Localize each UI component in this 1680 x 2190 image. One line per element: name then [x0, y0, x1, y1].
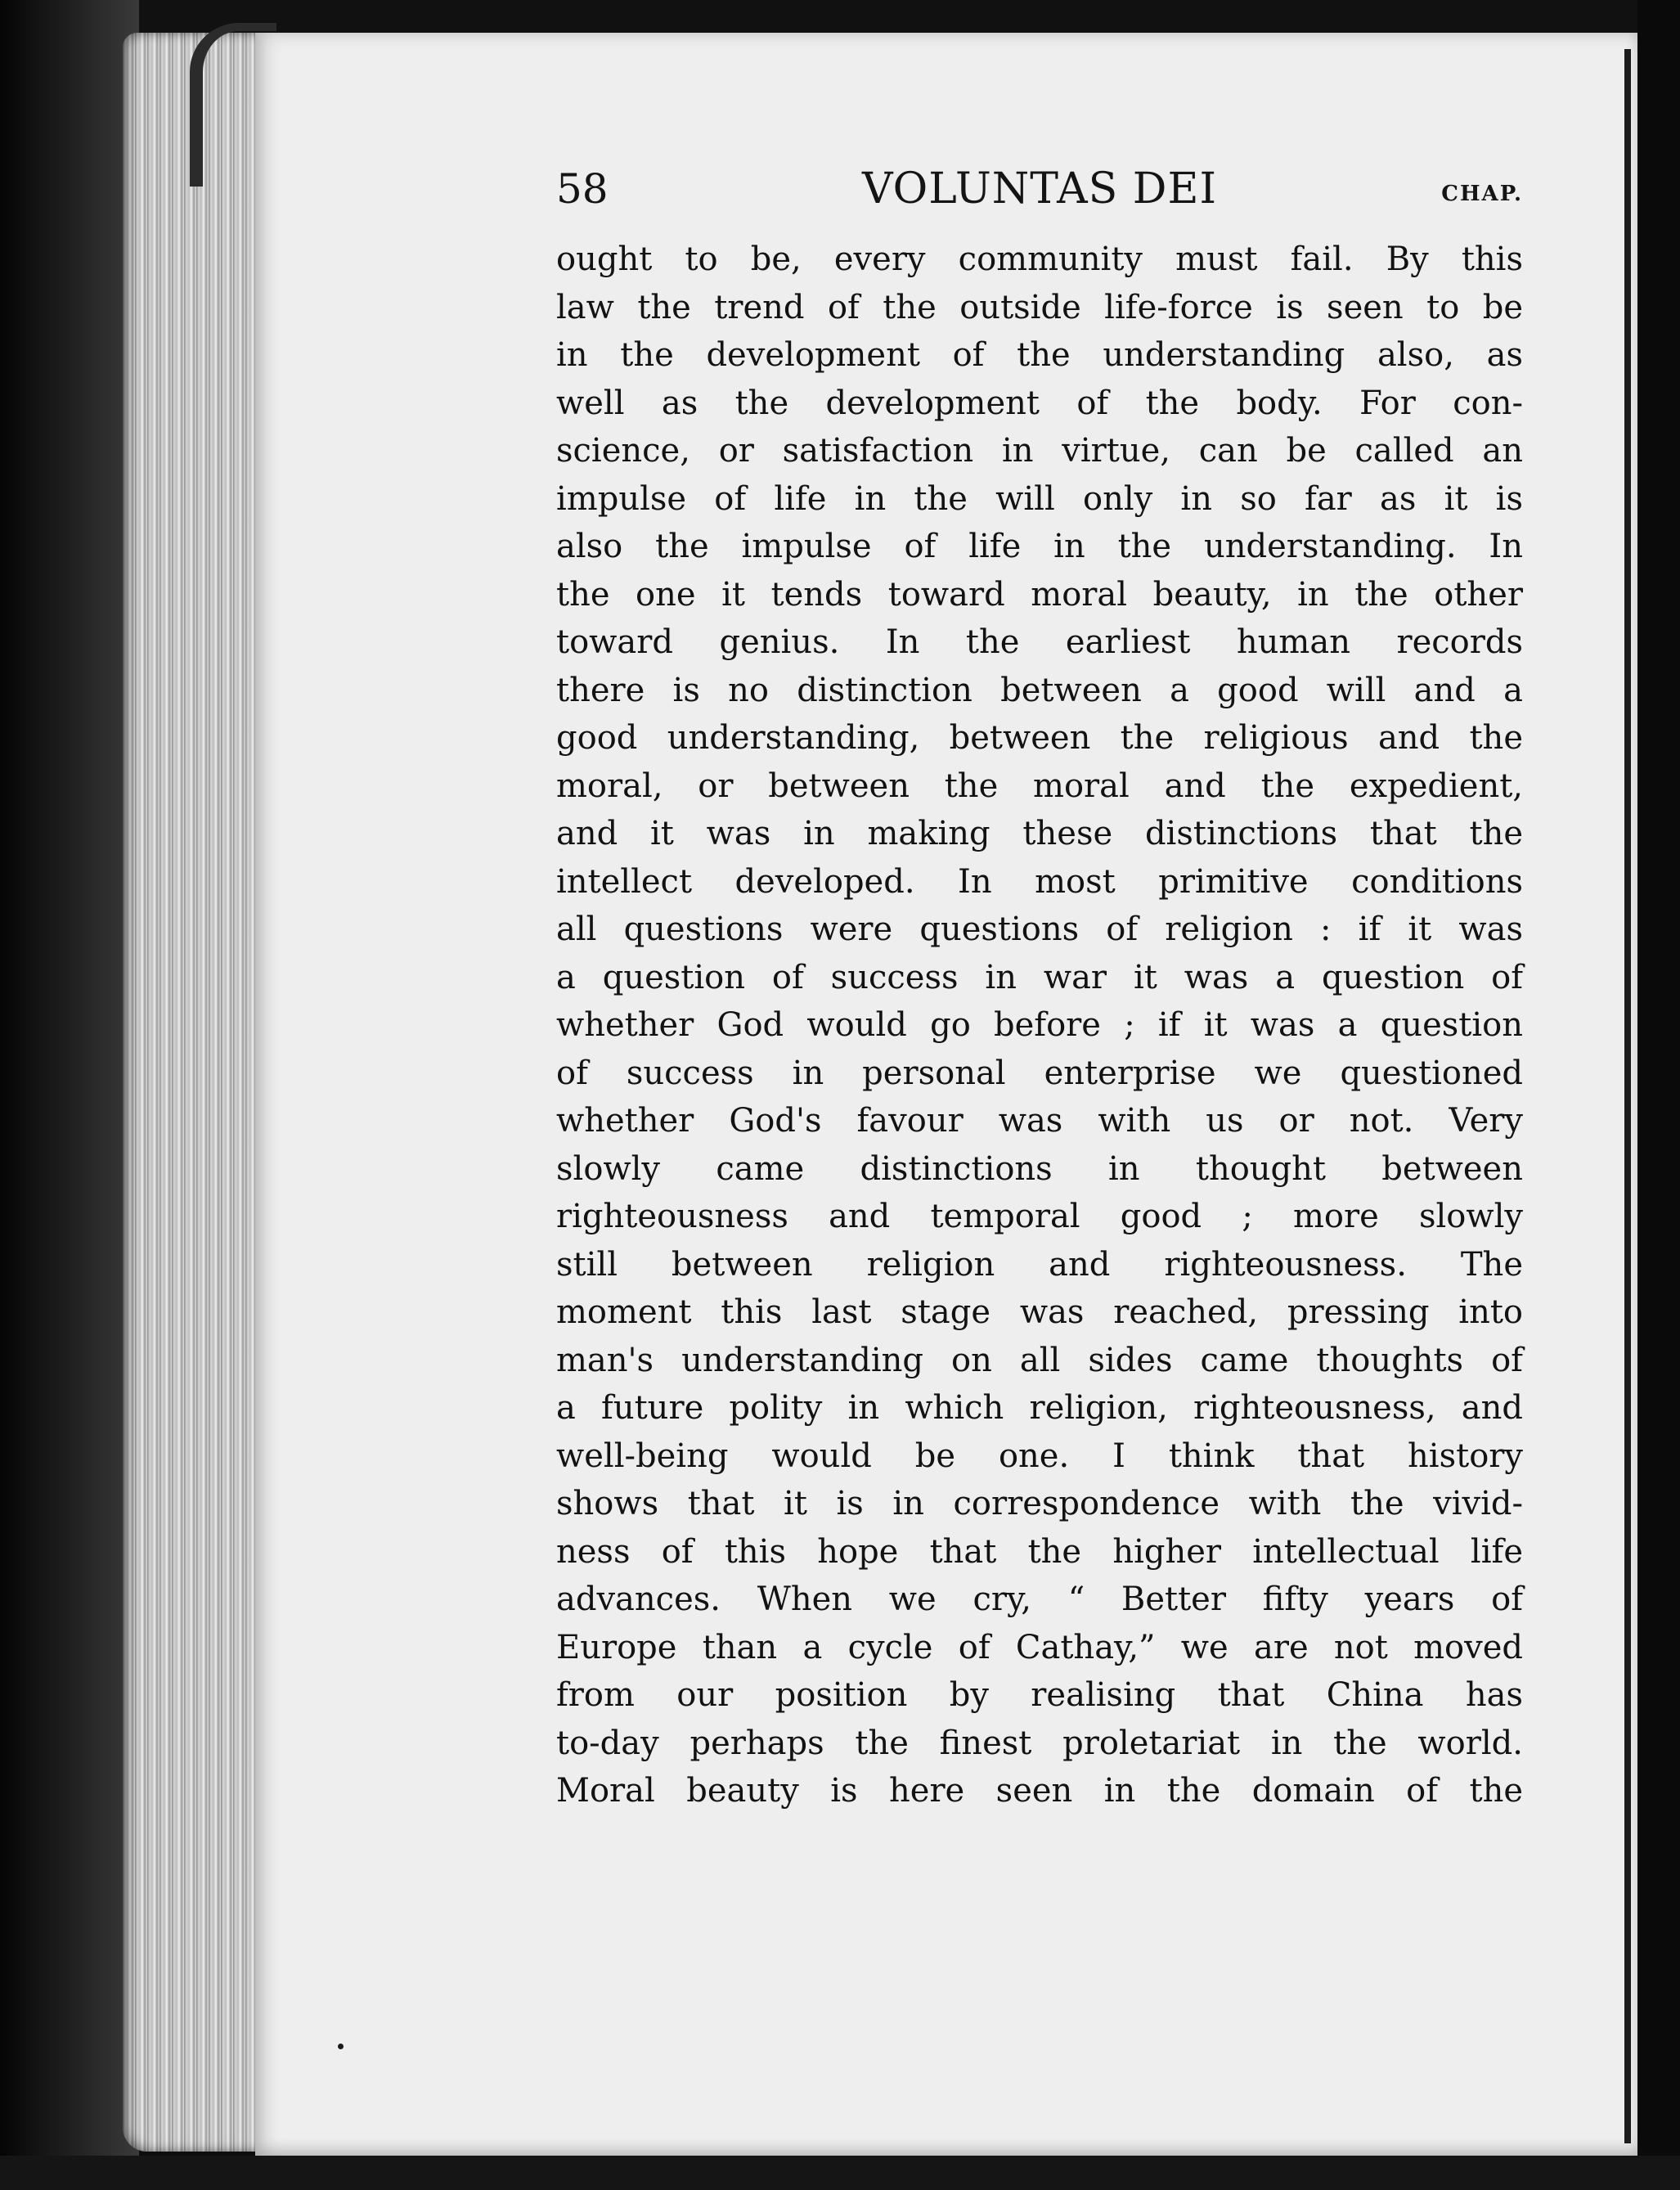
text-line: ness of this hope that the higher intellectual life: [556, 1532, 1523, 1571]
scan-left-shadow: [0, 0, 139, 2190]
text-line: Moral beauty is here seen in the domain of the: [556, 1772, 1523, 1810]
text-line: advances. When we cry, “ Better fifty years of: [556, 1581, 1523, 1618]
page-number: 58: [556, 165, 609, 213]
page-header: [556, 160, 1523, 218]
text-line: shows that it is in correspondence with the vivid-: [556, 1485, 1523, 1522]
text-line: righteousness and temporal good ; more slowly: [556, 1198, 1523, 1235]
text-line: of success in personal enterprise we questioned: [556, 1054, 1523, 1092]
text-line: ought to be, every community must fail. By this: [556, 241, 1523, 278]
text-line: intellect developed. In most primitive conditions: [556, 862, 1523, 901]
text-line: moral, or between the moral and the expedient,: [556, 767, 1523, 805]
text-line: good understanding, between the religious and the: [556, 719, 1523, 757]
chapter-marker: CHAP.: [1441, 182, 1523, 206]
text-line: still between religion and righteousness. The: [556, 1245, 1523, 1284]
book-page-edges: [123, 33, 262, 2152]
scan-right-border: [1637, 0, 1680, 2190]
text-line: slowly came distinctions in thought between: [556, 1149, 1523, 1188]
text-line: science, or satisfaction in virtue, can be called an: [556, 432, 1523, 470]
text-line: well-being would be one. I think that history: [556, 1437, 1523, 1475]
text-line: toward genius. In the earliest human records: [556, 623, 1523, 661]
text-line: from our position by realising that China has: [556, 1676, 1523, 1714]
text-line: well as the development of the body. For con-: [556, 384, 1523, 422]
text-line: moment this last stage was reached, pressing into: [556, 1293, 1523, 1331]
running-title: VOLUNTAS DEI: [861, 164, 1218, 214]
text-line: to-day perhaps the finest proletariat in the world.: [556, 1724, 1523, 1762]
text-line: all questions were questions of religion : if it was: [556, 911, 1523, 948]
text-line: whether God would go before ; if it was a question: [556, 1006, 1523, 1044]
text-line: whether God's favour was with us or not. Very: [556, 1102, 1523, 1140]
text-line: impulse of life in the will only in so far as it is: [556, 479, 1523, 518]
text-line: the one it tends toward moral beauty, in the other: [556, 575, 1523, 614]
text-line: Europe than a cycle of Cathay,” we are not moved: [556, 1628, 1523, 1666]
text-line: there is no distinction between a good will and a: [556, 671, 1523, 709]
scan-speck: [338, 2044, 344, 2049]
text-line: and it was in making these distinctions that the: [556, 815, 1523, 852]
scan-right-edge-line: [1624, 49, 1631, 2143]
text-line: law the trend of the outside life-force is seen to be: [556, 288, 1523, 326]
text-line: a future polity in which religion, righteousness, and: [556, 1389, 1523, 1427]
text-line: man's understanding on all sides came thoughts of: [556, 1341, 1523, 1379]
text-line: in the development of the understanding also, as: [556, 336, 1523, 374]
scan-bottom-border: [0, 2156, 1680, 2190]
text-line: also the impulse of life in the understanding. In: [556, 528, 1523, 565]
body-text: [556, 236, 1523, 1815]
text-line: a question of success in war it was a question of: [556, 958, 1523, 996]
